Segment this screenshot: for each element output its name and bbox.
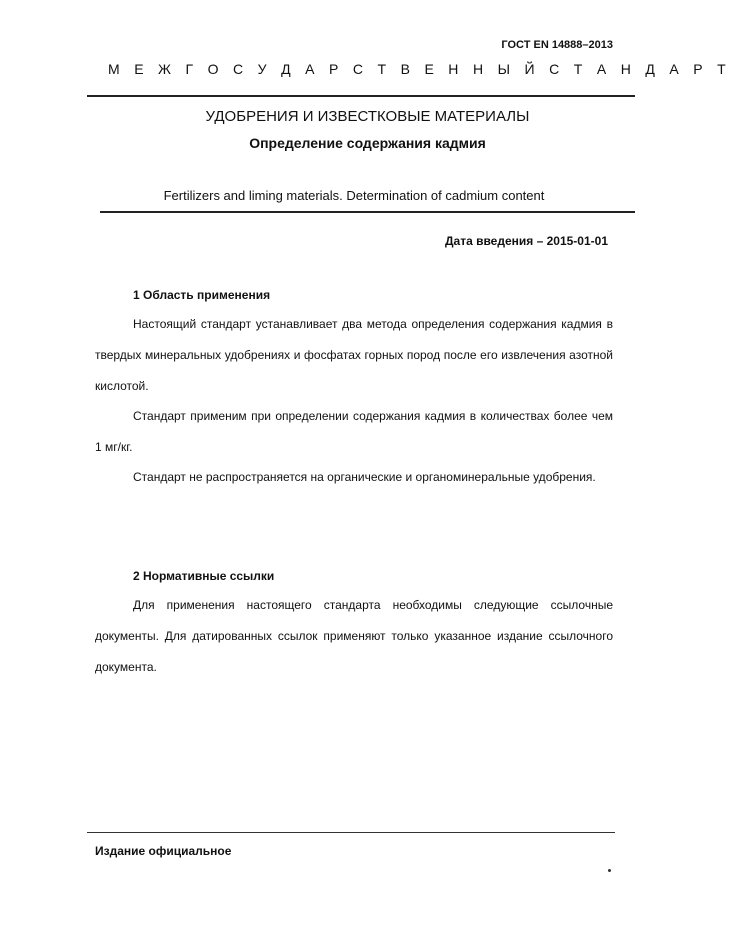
top-divider bbox=[87, 95, 635, 97]
footer-divider bbox=[87, 832, 615, 833]
official-edition-label: Издание официальное bbox=[95, 844, 232, 858]
introduction-date: Дата введения – 2015-01-01 bbox=[444, 234, 608, 248]
paragraph-scope-3: Стандарт не распространяется на органические и органоминеральные удобрения. bbox=[133, 470, 596, 484]
page-mark bbox=[608, 869, 611, 872]
paragraph-scope-2: Стандарт применим при определении содержания кадмия в количествах более чем 1 мг/кг. bbox=[95, 409, 613, 454]
title-divider bbox=[100, 211, 635, 213]
paragraph-scope-1: Настоящий стандарт устанавливает два метода определения содержания кадмия в твердых минеральных удобрениях и фосфатах горных пород после его извлечения азотной кислотой. bbox=[95, 317, 613, 393]
english-title: Fertilizers and liming materials. Determination of cadmium content bbox=[163, 188, 545, 203]
document-title: УДОБРЕНИЯ И ИЗВЕСТКОВЫЕ МАТЕРИАЛЫ bbox=[205, 108, 530, 125]
section-heading-normative-references: 2 Нормативные ссылки bbox=[133, 569, 275, 583]
document-code: ГОСТ EN 14888–2013 bbox=[501, 39, 613, 51]
document-subtitle: Определение содержания кадмия bbox=[249, 135, 486, 151]
paragraph-references-1: Для применения настоящего стандарта необходимы следующие ссылочные документы. Для датированных ссылок применяют только указанное издание ссылочного документа. bbox=[95, 598, 613, 674]
section-heading-scope: 1 Область применения bbox=[133, 288, 271, 302]
interstate-standard-heading: М Е Ж Г О С У Д А Р С Т В Е Н Н Ы Й С Т А Н Д А Р Т bbox=[108, 61, 731, 77]
